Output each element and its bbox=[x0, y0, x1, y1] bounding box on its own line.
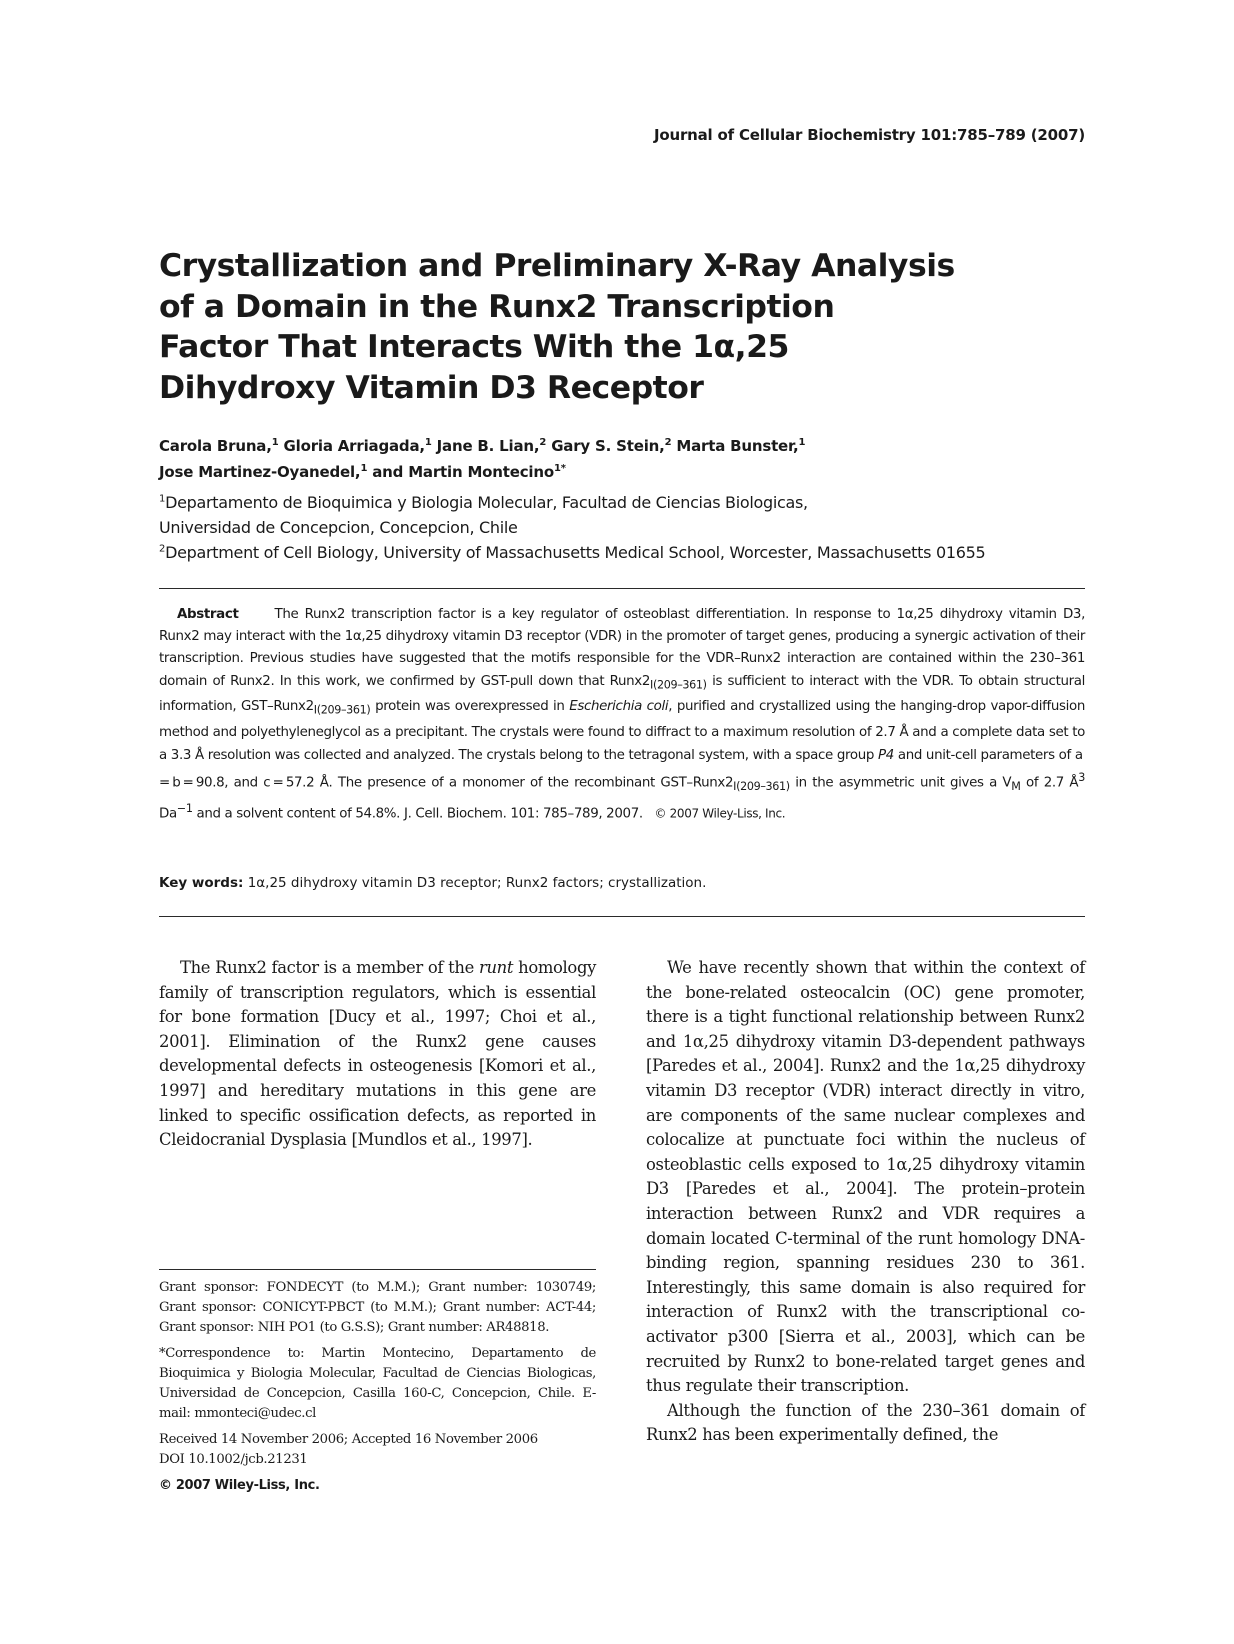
received-dates: Received 14 November 2006; Accepted 16 November 2006 bbox=[159, 1432, 538, 1447]
abstract-text: , purified and crystallized using the hanging-drop vapor-diffusion method and polyethyleneglycol as a precipitant. The crystals were found to diffract to a maximum resolution of 2.7 Å and a complete data set to a 3.3 Å resolution was collected and analyzed. The crystals belong to the tetragonal system, with a space group bbox=[159, 699, 1086, 763]
affiliation-number: 1 bbox=[159, 493, 166, 505]
abstract-text: in the asymmetric unit gives a V bbox=[789, 775, 1012, 791]
body-paragraph bbox=[159, 956, 596, 1153]
abstract-text: of 2.7 Å bbox=[1020, 775, 1079, 791]
abstract-text: protein was overexpressed in bbox=[370, 699, 570, 715]
author-name: Jose Martinez-Oyanedel, bbox=[159, 463, 361, 481]
affiliation bbox=[159, 540, 1089, 565]
affiliation-marker: 1 bbox=[424, 437, 432, 448]
author-name: Gloria Arriagada, bbox=[283, 437, 425, 455]
subscript: I(209–361) bbox=[650, 678, 707, 692]
body-text: The Runx2 factor is a member of the bbox=[180, 958, 479, 977]
keywords bbox=[159, 873, 1085, 893]
affiliation-marker: 2 bbox=[664, 437, 672, 448]
subscript: I(209–361) bbox=[733, 779, 790, 793]
abstract-text: Da bbox=[159, 806, 177, 822]
subscript: I(209–361) bbox=[313, 704, 371, 718]
abstract-text: and unit-cell parameters of a = b = 90.8, and c = 57.2 Å. The presence of a monomer of the recombinant GST–Runx2 bbox=[159, 747, 1085, 791]
article-title bbox=[159, 246, 959, 408]
abstract-copyright: © 2007 Wiley-Liss, Inc. bbox=[654, 806, 786, 821]
body-text: homology family of transcription regulators, which is essential for bone formation [Ducy et al., 1997; Choi et al., 2001]. Elimination of the Runx2 gene causes developmental defects in osteogenesis [Komori et al., 1997] and hereditary mutations in this gene are linked to specific ossification defects, as reported in Cleidocranial Dysplasia [Mundlos et al., 1997]. bbox=[159, 958, 597, 1150]
organism-name: Escherichia coli bbox=[569, 699, 669, 715]
abstract-text: and a solvent content of 54.8%. J. Cell. Biochem. 101: 785–789, 2007. bbox=[192, 806, 643, 822]
affiliation-marker: 2 bbox=[539, 437, 547, 448]
affiliation-number: 2 bbox=[159, 543, 166, 555]
copyright: © 2007 Wiley-Liss, Inc. bbox=[159, 1478, 320, 1493]
author-name: Gary S. Stein, bbox=[551, 437, 665, 455]
abstract bbox=[159, 604, 1085, 826]
keywords-text: 1α,25 dihydroxy vitamin D3 receptor; Runx2 factors; crystallization. bbox=[247, 875, 707, 891]
italic-term: runt bbox=[478, 958, 514, 977]
affiliation-marker: 1 bbox=[798, 437, 806, 448]
keywords-label: Key words: bbox=[159, 875, 244, 891]
superscript: −1 bbox=[176, 802, 193, 816]
superscript: 3 bbox=[1078, 770, 1085, 784]
author-name: Jane B. Lian, bbox=[436, 437, 540, 455]
grant-footnote: Grant sponsor: FONDECYT (to M.M.); Grant number: 1030749; Grant sponsor: CONICYT-PBCT (to M.M.); Grant number: ACT-44; Grant sponsor: NIH PO1 (to G.S.S); Grant number: AR48818. bbox=[159, 1280, 596, 1335]
title-line: Crystallization and Preliminary X-Ray Analysis bbox=[159, 248, 955, 284]
divider bbox=[159, 588, 1085, 589]
body-paragraph: Although the function of the 230–361 domain of Runx2 has been experimentally defined, the bbox=[646, 1400, 1085, 1445]
affiliation-marker: 1 bbox=[360, 463, 368, 474]
space-group: P4 bbox=[877, 747, 894, 763]
divider bbox=[159, 916, 1085, 917]
journal-citation-header: Journal of Cellular Biochemistry 101:785–789 (2007) bbox=[653, 126, 1085, 144]
affiliation-marker: 1* bbox=[553, 463, 566, 474]
doi: DOI 10.1002/jcb.21231 bbox=[159, 1452, 308, 1467]
affiliation-text: Universidad de Concepcion, Concepcion, Chile bbox=[159, 518, 518, 537]
abstract-label: Abstract bbox=[177, 607, 239, 622]
title-line: Dihydroxy Vitamin D3 Receptor bbox=[159, 369, 704, 406]
abstract-text: The Runx2 transcription factor is a key regulator of osteoblast differentiation. In response to 1α,25 dihydroxy vitamin D3, Runx2 may interact with the 1α,25 dihydroxy vitamin D3 receptor (VDR) in the promoter of target genes, producing a synergic activation of their transcription. Previous studies have suggested that the motifs responsible for the VDR–Runx2 interaction are contained within the 230–361 domain of Runx2. In this work, we confirmed by GST-pull down that Runx2 bbox=[159, 607, 1085, 689]
affiliation-text: Departamento de Bioquimica y Biologia Molecular, Facultad de Ciencias Biologicas, bbox=[165, 493, 808, 512]
abstract-text: is sufficient to interact with the VDR. To obtain structural information, GST–Runx2 bbox=[159, 673, 1085, 715]
affiliation bbox=[159, 490, 1089, 515]
affiliation-marker: 1 bbox=[271, 437, 279, 448]
author-name: Marta Bunster, bbox=[676, 437, 799, 455]
footnotes bbox=[159, 1278, 596, 1502]
title-line: Factor That Interacts With the 1α,25 bbox=[159, 329, 789, 365]
correspondence-footnote: *Correspondence to: Martin Montecino, Departamento de Bioquimica y Biologia Molecular, Facultad de Ciencias Biologicas, Universidad de Concepcion, Casilla 160-C, Concepcion, Chile. E-mail: mmonteci@udec.cl bbox=[159, 1346, 596, 1421]
body-column-left bbox=[159, 956, 596, 1153]
author-name: and Martin Montecino bbox=[372, 463, 554, 481]
footnote-divider bbox=[159, 1269, 596, 1270]
affiliation-text: Department of Cell Biology, University of Massachusetts Medical School, Worcester, Massachusetts 01655 bbox=[165, 543, 986, 562]
affiliations bbox=[159, 490, 1089, 565]
body-paragraph: We have recently shown that within the context of the bone-related osteocalcin (OC) gene promoter, there is a tight functional relationship between Runx2 and 1α,25 dihydroxy vitamin D3-dependent pathways [Paredes et al., 2004]. Runx2 and the 1α,25 dihydroxy vitamin D3 receptor (VDR) interact directly in vitro, are components of the same nuclear complexes and colocalize at punctuate foci within the nucleus of osteoblastic cells exposed to 1α,25 dihydroxy vitamin D3 [Paredes et al., 2004]. The protein–protein interaction between Runx2 and VDR requires a domain located C-terminal of the runt homology DNA-binding region, spanning residues 230 to 361. Interestingly, this same domain is also required for interaction of Runx2 with the transcriptional co-activator p300 [Sierra et al., 2003], which can be recruited by Runx2 to bone-related target genes and thus regulate their transcription. bbox=[646, 958, 1085, 1396]
title-line: of a Domain in the Runx2 Transcription bbox=[159, 288, 835, 325]
author-name: Carola Bruna, bbox=[159, 437, 272, 455]
body-column-right bbox=[646, 956, 1085, 1448]
subscript: M bbox=[1011, 779, 1021, 793]
author-list bbox=[159, 433, 1079, 485]
